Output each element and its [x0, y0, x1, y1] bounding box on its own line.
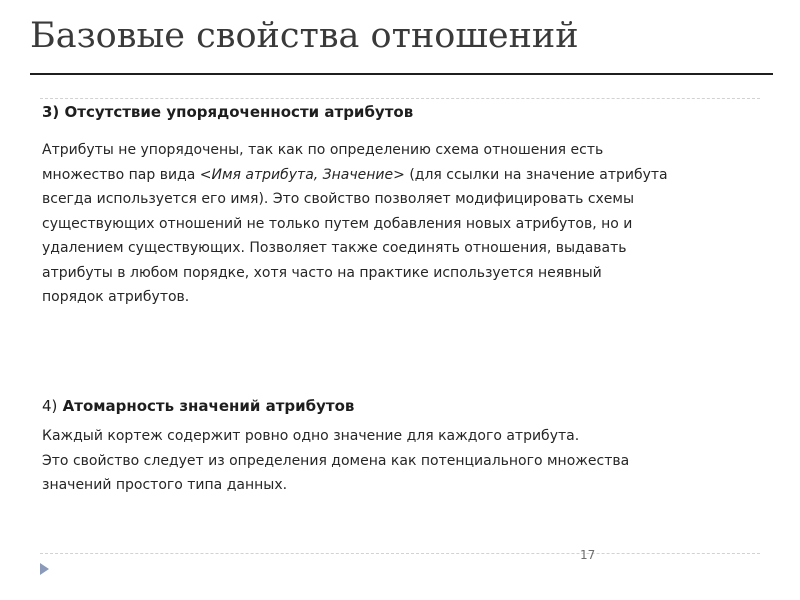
section-4-heading [42, 394, 354, 418]
section-4-line: значений простого типа данных. [42, 477, 288, 493]
page-number: 17 [580, 548, 596, 562]
section-4-body [42, 424, 629, 498]
section-4-number: 4) [42, 397, 58, 415]
section-3-title: Отсутствие упорядоченности атрибутов [64, 103, 414, 121]
section-3-line: всегда используется его имя). Это свойство позволяет модифицировать схемы [42, 191, 635, 207]
section-4-line: Каждый кортеж содержит ровно одно значение для каждого атрибута. [42, 428, 580, 444]
section-3-line: Атрибуты не упорядочены, так как по определению схема отношения есть [42, 142, 604, 158]
section-3-line: порядок атрибутов. [42, 289, 190, 305]
footer-divider [40, 553, 760, 554]
section-3-line: удалением существующих. Позволяет также соединять отношения, выдавать [42, 240, 627, 256]
section-3-line-part: множество пар вида [42, 166, 200, 183]
section-3-number: 3) [42, 103, 60, 121]
triangle-arrow-icon [40, 563, 49, 575]
section-3-body [42, 138, 668, 310]
section-3-line [42, 163, 668, 188]
section-divider-top [40, 98, 760, 99]
section-3-heading [42, 100, 413, 124]
section-3-line-part: (для ссылки на значение атрибута [404, 166, 668, 183]
section-4-title: Атомарность значений атрибутов [62, 397, 355, 415]
section-3-emphasis: <Имя атрибута, Значение> [199, 166, 405, 183]
section-4-line: Это свойство следует из определения домена как потенциального множества [42, 452, 630, 469]
section-3-line: атрибуты в любом порядке, хотя часто на практике используется неявный [42, 264, 602, 281]
section-3-line: существующих отношений не только путем добавления новых атрибутов, но и [42, 215, 633, 232]
slide-title: Базовые свойства отношений [30, 16, 579, 56]
title-underline [30, 73, 773, 75]
